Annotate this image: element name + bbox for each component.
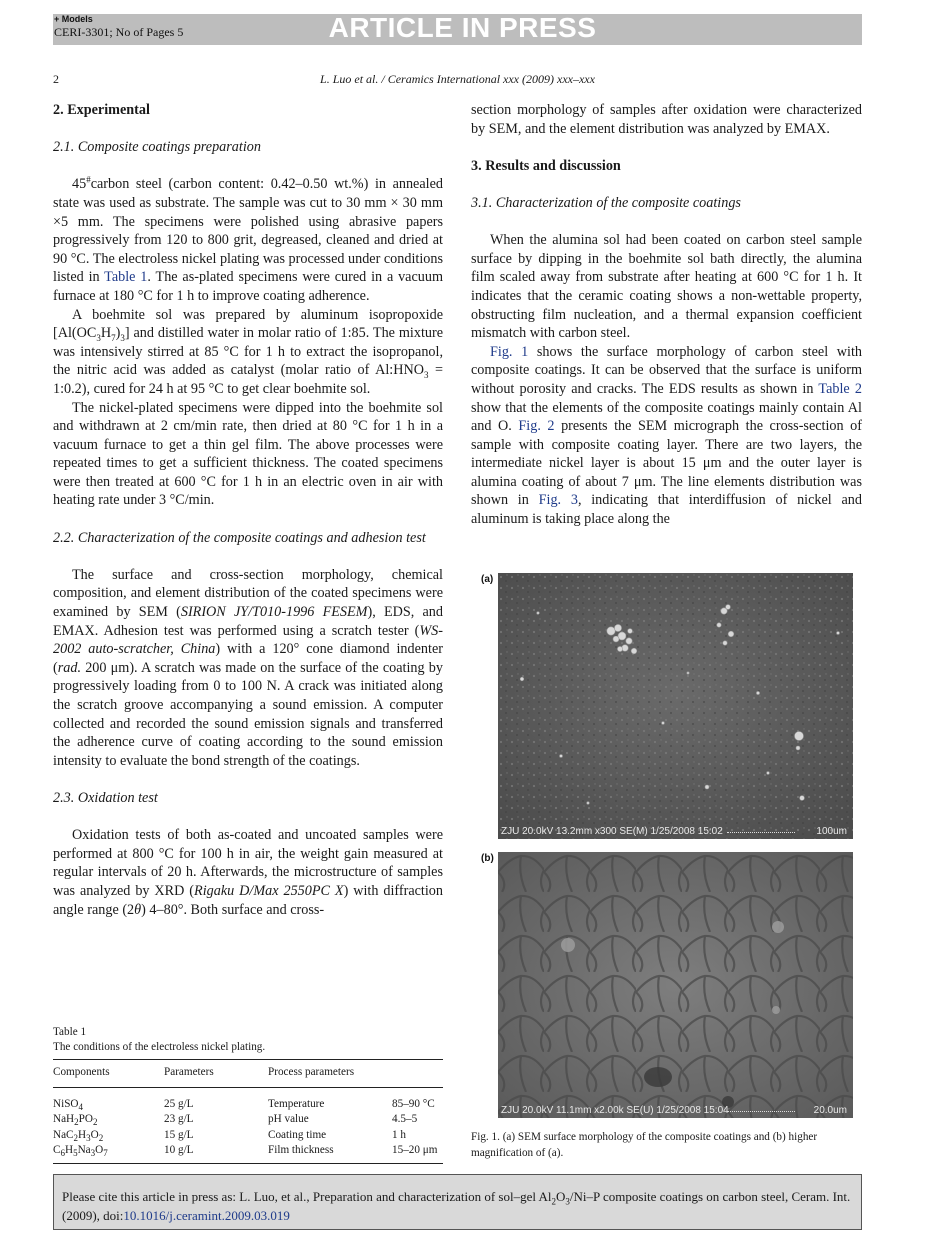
figure-panel-b-label: (b) xyxy=(481,853,494,864)
table-cell: 25 g/L xyxy=(164,1097,194,1110)
table-cell-component: $C_6H_5Na_3O_7$ xyxy=(53,1143,164,1163)
table-cell: Film thickness xyxy=(268,1143,392,1163)
subsection-heading-preparation: 2.1. Composite coatings preparation xyxy=(53,139,261,156)
table-cell: 15 g/L xyxy=(164,1128,194,1141)
table-header-cell xyxy=(392,1060,443,1088)
paragraph-alumina-sol: When the alumina sol had been coated on carbon steel sample surface by dipping in the boehmite sol bath directly, the alumina film scaled away from substrate after heating at 600 °C for 1 h. It indicates that the ceramic coating shows a non-wettable property, obstructing film nucleation, and a thermal expansion coefficient mismatch with carbon steel. xyxy=(471,232,862,342)
figure-panel-a-label: (a) xyxy=(481,574,494,585)
running-head xyxy=(53,72,862,88)
article-code: CERI-3301; No of Pages 5 xyxy=(54,25,184,39)
table-cell: 23 g/L xyxy=(164,1113,194,1125)
table-grid xyxy=(53,1059,443,1164)
sem-micrograph-surface xyxy=(498,573,853,839)
fig1-link[interactable]: Fig. 1 xyxy=(490,343,529,360)
sem-image-a xyxy=(498,573,853,839)
table-cell: Coating time xyxy=(268,1128,327,1141)
paragraph-sem-adhesion: The surface and cross-section morphology, chemical composition, and element distribution of the coated specimens were examined by SEM (SIRION JY/T010-1996 FESEM), EDS, and EMAX. Adhesion test was performed using a scratch tester (WS-2002 auto-scratcher, China) with a 120° cone diamond indenter (rad. 200 μm). A scratch was made on the surface of the coating by progressively loading from 0 to 100 N. A crack was initiated along the scratch groove accompanying a sound emission. A computer collected and recorded the sound emission signals and transferred the adherence curve of coating according to the sound emission intensity to evaluate the bond strength of the coatings. xyxy=(53,566,443,769)
table-cell: pH value xyxy=(268,1113,309,1125)
table-row xyxy=(53,1112,443,1128)
right-column xyxy=(471,101,862,529)
sem-scale-a: 100um xyxy=(816,826,847,837)
table-cell-component: $NaH_2PO_2$ xyxy=(53,1113,98,1128)
fig3-link[interactable]: Fig. 3 xyxy=(538,492,578,509)
table-row xyxy=(53,1087,443,1112)
section-heading-experimental: 2. Experimental xyxy=(53,102,150,118)
page-number: 2 xyxy=(53,72,59,86)
table-row xyxy=(53,1143,443,1163)
scale-ticks-a xyxy=(727,832,795,833)
table-1 xyxy=(53,1025,443,1164)
table-row xyxy=(53,1128,443,1144)
sem-image-b xyxy=(498,852,853,1118)
paragraph-substrate: 45#carbon steel (carbon content: 0.42–0.50 wt.%) in annealed state was used as substrate. The sample was cut to 30 mm × 30 mm ×5 mm. The specimens were polished using abrasive papers progressively from 120 to 800 grit, degreased, cleaned and dried at 90 °C. The electroless nickel plating was processed under conditions listed in Table 1. The as-plated specimens were cured in a vacuum furnace at 180 °C for 1 h to improve coating adherence. xyxy=(53,174,443,304)
table-cell: 10 g/L xyxy=(164,1143,268,1163)
table-header-cell: Parameters xyxy=(164,1060,268,1088)
sem-micrograph-magnified xyxy=(498,852,853,1118)
sem-scale-b: 20.0um xyxy=(813,1105,847,1116)
fig2-link[interactable]: Fig. 2 xyxy=(518,418,555,435)
table-cell: 85–90 °C xyxy=(392,1097,435,1110)
sem-info-b: ZJU 20.0kV 11.1mm x2.00k SE(U) 1/25/2008 15:04 xyxy=(501,1105,729,1116)
table-cell-component: $NaC_2H_3O_2$ xyxy=(53,1128,104,1143)
table2-link[interactable]: Table 2 xyxy=(818,380,862,397)
subsection-heading-oxidation: 2.3. Oxidation test xyxy=(53,789,158,806)
subsection-heading-coatings: 3.1. Characterization of the composite coatings xyxy=(471,194,741,211)
table-cell: 4.5–5 xyxy=(392,1113,418,1125)
table-header-cell: Components xyxy=(53,1060,164,1088)
doi-link[interactable]: 10.1016/j.ceramint.2009.03.019 xyxy=(123,1208,290,1223)
paragraph-fig1: Fig. 1 shows the surface morphology of carbon steel with composite coatings. It can be observed that the surface is uniform without porosity and cracks. The EDS results as shown in Table 2 show that the elements of the composite coatings mainly contain Al and O. Fig. 2 presents the SEM micrograph the cross-section of sample with composite coating layer. There are two layers, the intermediate nickel layer is about 15 μm and the outer layer is alumina coating of about 7 μm. The line elements distribution was shown in Fig. 3, indicating that interdiffusion of nickel and aluminum is taking place along the xyxy=(471,343,862,528)
left-column xyxy=(53,101,443,919)
paragraph-continuation: section morphology of samples after oxidation were characterized by SEM, and the element distribution was analyzed by EMAX. xyxy=(471,102,862,137)
table-cell-component: NiSO$_4$ xyxy=(53,1097,83,1112)
citation-box: Please cite this article in press as: L. Luo, et al., Preparation and characterization of sol–gel $Al_2O_3/Ni-P$ composite coatings on carbon steel, Ceram. Int. (2009), doi:10.1016/j.ceramint.2009.03.019 xyxy=(53,1174,862,1230)
running-title: L. Luo et al. / Ceramics International xxx (2009) xxx–xxx xyxy=(320,72,595,86)
section-heading-results: 3. Results and discussion xyxy=(471,157,621,174)
paragraph-boehmite-sol: A boehmite sol was prepared by aluminum isopropoxide $[Al(OC_3H_7)_3]$ and distilled water in molar ratio of 1:85. The mixture was intensively stirred at 85 °C for 1 h to extract the isopropanol, the nitric acid was added as catalyst (molar ratio of $Al:HNO_3$ = 1:0.2), cured for 24 h at 95 °C to get clear boehmite sol. xyxy=(53,306,443,397)
table-cell: 15–20 μm xyxy=(392,1143,443,1163)
sem-databar-b xyxy=(498,1104,853,1118)
scale-ticks-b xyxy=(727,1111,795,1112)
subsection-heading-characterization: 2.2. Characterization of the composite coatings and adhesion test xyxy=(53,529,426,546)
paragraph-dipping: The nickel-plated specimens were dipped into the boehmite sol and withdrawn at 2 cm/min rate, then dried at 80 °C for 1 h in a vacuum furnace to get a thin gel film. The above processes were repeated times to get a sufficient thickness. The coated specimens were then treated at 600 °C for 1 h in an electric oven in air with heating rate under 3 °C/min. xyxy=(53,399,443,509)
table-label: Table 1 xyxy=(53,1026,87,1038)
table1-link[interactable]: Table 1 xyxy=(104,269,148,286)
table-cell: 1 h xyxy=(392,1128,406,1141)
paragraph-oxidation: Oxidation tests of both as-coated and uncoated samples were performed at 800 °C for 100 h in air, the weight gain measured at regular intervals of 20 h. Afterwards, the microstructure of samples was analyzed by XRD (Rigaku D/Max 2550PC X) with diffraction angle range (2θ) 4–80°. Both surface and cross- xyxy=(53,827,443,918)
table-cell: Temperature xyxy=(268,1097,325,1110)
models-label: + Models xyxy=(54,14,93,24)
sem-info-a: ZJU 20.0kV 13.2mm x300 SE(M) 1/25/2008 15:02 xyxy=(501,826,723,837)
table-header-cell: Process parameters xyxy=(268,1060,392,1088)
sem-databar-a xyxy=(498,825,853,839)
figure-1-caption: Fig. 1. (a) SEM surface morphology of the composite coatings and (b) higher magnification of (a). xyxy=(471,1131,818,1159)
table-caption: The conditions of the electroless nickel plating. xyxy=(53,1040,266,1053)
banner-title: ARTICLE IN PRESS xyxy=(328,12,597,43)
